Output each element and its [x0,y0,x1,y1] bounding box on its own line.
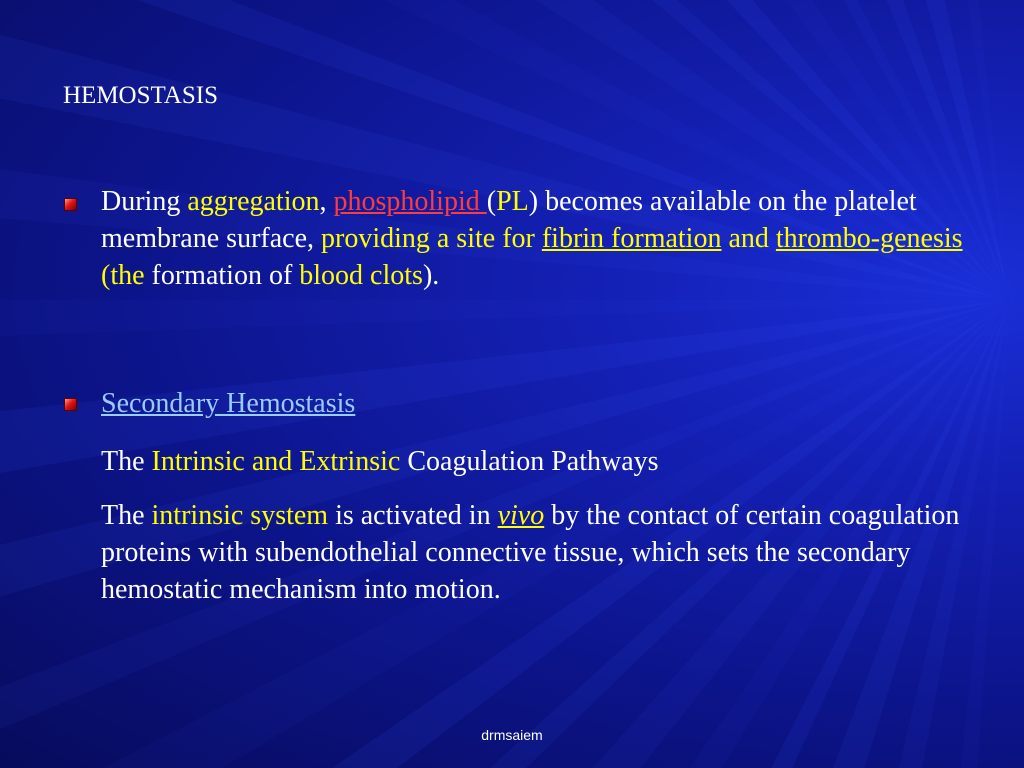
link-fibrin-formation[interactable]: fibrin formation [541,223,722,254]
text-run: by the contact of certain coagulation proteins with subendothelial connective tissue, which sets the secondary hemostatic mechanism into motion. [101,500,960,605]
term-intrinsic-system: intrinsic system [151,500,329,531]
bullet-text-2 [101,385,981,422]
term-aggregation: aggregation [187,186,320,217]
term-providing-site: providing a site for [321,223,542,254]
text-run: Coagulation Pathways [400,446,659,477]
text-run: formation of [144,260,300,291]
link-secondary-hemostasis[interactable]: Secondary Hemostasis [101,388,356,419]
bullet-marker-2 [64,398,77,411]
text-run: ) becomes available on the platelet membrane surface, [101,186,917,254]
text-run: ( [486,186,497,217]
term-pl: PL [496,186,529,217]
text-run: The [101,500,152,531]
link-phospholipid[interactable]: phospholipid [333,186,487,217]
footer-credit: drmsaiem [481,727,543,743]
text-run: The [101,446,152,477]
text-run: , [319,186,334,217]
slide-title: HEMOSTASIS [63,82,218,109]
link-thrombo-genesis[interactable]: thrombo-genesis [775,223,963,254]
pathways-line [101,443,981,480]
text-run-the: (the [101,260,145,291]
term-blood-clots: blood clots [299,260,423,291]
link-vivo[interactable]: vivo [497,500,545,531]
text-run: is activated in [328,500,498,531]
bullet-marker-1 [64,198,77,211]
text-run: ). [422,260,440,291]
intrinsic-paragraph [101,497,981,608]
text-run-and: and [721,223,776,254]
light-ray [0,299,1010,353]
bullet-text-1 [101,183,981,294]
text-run: During [101,186,188,217]
term-intrinsic-extrinsic: Intrinsic and Extrinsic [151,446,401,477]
